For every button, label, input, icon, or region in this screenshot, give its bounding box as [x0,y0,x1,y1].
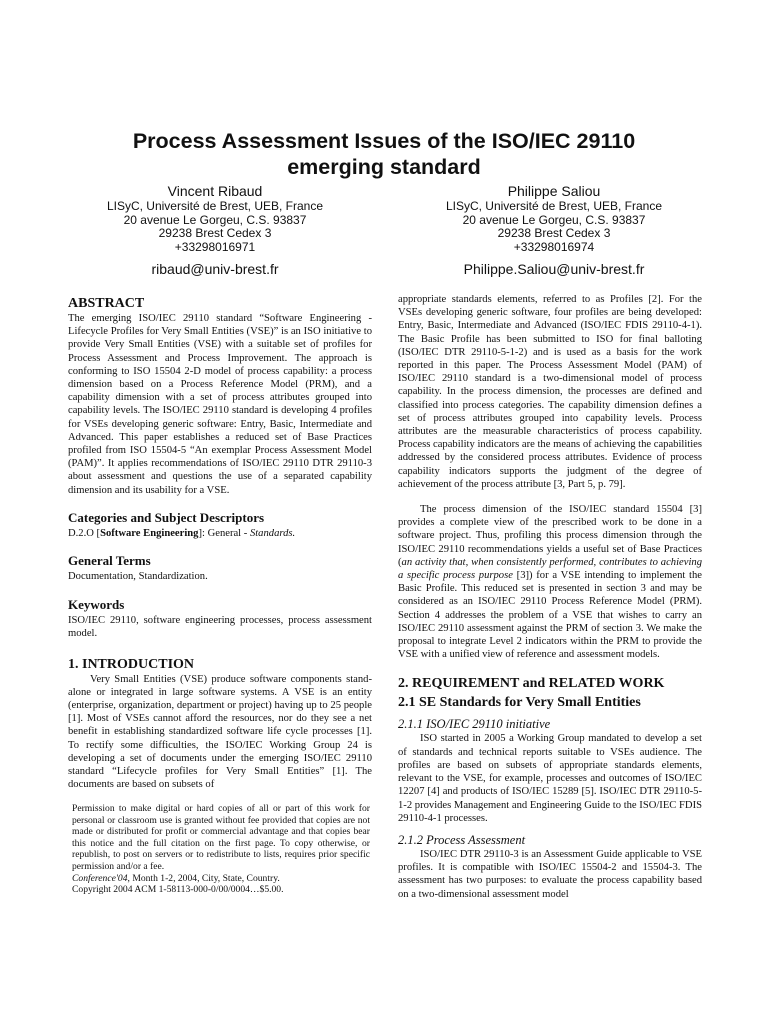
author-phone: +33298016971 [174,239,256,254]
section-2-1-1-heading: 2.1.1 ISO/IEC 29110 initiative [398,717,551,732]
paragraph-iso-initiative: ISO started in 2005 a Working Group mandated to develop a set of standards and technical reports suitable to VSEs audience. The profiles are based on subsets of appropriate standards elements, relevant to the VSE, for example, processes and outcomes of ISO/IEC 12207 [4] and products of ISO/IEC 15289 [5]. ISO/IEC DTR 29110-5-1-2 provides Management and Engineering Guide to the ISO/IEC FDIS 29110-4-1 processes. [398,733,702,824]
author-phone: +33298016974 [513,239,595,254]
abstract-text: The emerging ISO/IEC 29110 standard “Software Engineering - Lifecycle Profiles for Very Small Entities (VSE)” is an ISO initiative to provide Very Small Entities (VSE) with a suitable set of profiles for Process Assessment and Process Improvement. The approach is conforming to ISO 15504 2-D model of process capability: a process dimension based on a Process Reference Model (PRM), and a capability dimension with a set of process attributes grouped into capability levels. The ISO/IEC 29110 standard is developing 4 profiles for VSEs developing generic software: Entry, Basic, Intermediate and Advanced. This paper establishes a reduced set of Base Practices profiled from ISO 15504-5 “An exemplar Process Assessment Model (PAM)”. It applies recommendations of ISO/IEC 29110 DTR 29110-3 about assessment and questions the use of a separated capability dimension and its usability for a VSE. [68,313,372,496]
author-city: 29238 Brest Cedex 3 [497,226,611,240]
section-2-1-heading: 2.1 SE Standards for Very Small Entities [398,695,641,711]
permission-text: Permission to make digital or hard copies of all or part of this work for personal or classroom use is granted without fee provided that copies are not made or distributed for profit or commercial advantage and that copies bear this notice and the full citation on the first page. To copy otherwise, or republish, to post on servers or to redistribute to lists, requires prior specific permission and/or a fee. [72,803,370,872]
copyright-line: Copyright 2004 ACM 1-58113-000-0/00/0004…$5.00. [72,884,284,896]
right-column [398,293,702,901]
introduction-text: Very Small Entities (VSE) produce software components stand-alone or integrated in large software systems. A VSE is an entity (enterprise, organization, department or project) having up to 25 people [1]. Most of VSEs cannot afford the resources, nor do they see a net benefit in establishing standardized software life cycle processes [1]. To rectify some difficulties, the ISO/IEC Working Group 24 is developing a set of documents under the emerging ISO/IEC 29110 standard “Lifecycle profiles for Very Small Entities” [1]. The documents are based on subsets of [68,673,372,791]
categories-bold: Software Engineering [100,527,199,539]
categories-italic: Standards. [249,527,296,539]
categories-text [68,527,372,540]
author-address: 20 avenue Le Gorgeu, C.S. 93837 [123,212,307,227]
author-name: Vincent Ribaud [167,183,263,199]
author-affiliation: LISyC, Université de Brest, UEB, France [106,199,324,213]
conference-name: Conference'04 [72,872,128,884]
author-block-2 [404,182,704,278]
author-email: ribaud@univ-brest.fr [151,261,279,277]
paper-title [60,128,708,180]
keywords-text: ISO/IEC 29110, software engineering processes, process assessment model. [68,615,372,640]
paragraph-italic-segment: an activity that, when consistently performed, contributes to achieving a specific process purpose [398,556,702,582]
left-column [68,296,372,791]
author-city: 29238 Brest Cedex 3 [158,226,272,240]
section-2-heading: 2. REQUIREMENT and RELATED WORK [398,676,665,692]
paragraph-profiles: appropriate standards elements, referred to as Profiles [2]. For the VSEs developing generic software, four profiles are being developed: Entry, Basic, Intermediate and Advanced (ISO/IEC FDIS 29110-4-1). The Basic Profile has been submitted to ISO for final balloting (ISO/IEC DTR 29110-5-1-2) and is used as a basis for the work reported in this paper. The Process Assessment Model (PAM) of ISO/IEC 29110 standard is a two-dimensional model of process capability. In the process dimension, the processes are defined and classified into process categories. The capability dimension defines a set of process attributes grouped into capability levels. Process attributes are the measurable characteristics of process capability. Process capability indicators are the means of achieving the capabilities addressed by the considered process attributes. Evidence of process capability indicators supports the judgment of the degree of achievement of the process attribute [3, Part 5, p. 79]. [398,294,702,490]
section-2-1-2-heading: 2.1.2 Process Assessment [398,832,526,847]
categories-heading: Categories and Subject Descriptors [68,509,265,525]
paragraph-process-assessment: ISO/IEC DTR 29110-3 is an Assessment Guide applicable to VSE profiles. It is compatible with ISO/IEC 15504-2 and 15504-3. The assessment has two purposes: to evaluate the process capability based on a two-dimensional assessment model [398,848,702,900]
title-line-1: Process Assessment Issues of the ISO/IEC 29110 [132,129,636,153]
author-address: 20 avenue Le Gorgeu, C.S. 93837 [462,212,646,227]
author-affiliation: LISyC, Université de Brest, UEB, France [445,199,663,213]
permission-notice [72,803,370,896]
author-block-1 [65,182,365,278]
paragraph-segment: [3]) for a VSE intending to implement the Basic Profile. This reduced set is presented in section 3 and may be considered as an ISO/IEC 29110 Process Reference Model (PRM). Section 4 addresses the problem of a VSE that wishes to carry an ISO/IEC 29110 assessment against the PRM of section 3. We make the proposal to integrate Level 2 indicators within the PRM to provide the VSE with a unified view of reference and assessment models. [398,570,702,661]
conference-details: , Month 1-2, 2004, City, State, Country. [127,872,280,884]
general-terms-text: Documentation, Standardization. [68,571,208,583]
paragraph-segment: The process dimension of the ISO/IEC standard 15504 [3] provides a complete view of the prescribed work to be done in a software project. Thus, profiling this process dimension through the ISO/IEC 29110 recommendations yields a useful set of Base Practices ( [398,504,702,568]
keywords-heading: Keywords [68,597,125,613]
categories-code: D.2.O [ [68,527,101,539]
author-name: Philippe Saliou [507,183,601,199]
title-line-2: emerging standard [287,155,481,179]
general-terms-heading: General Terms [68,553,151,569]
introduction-heading: 1. INTRODUCTION [68,656,195,672]
author-email: Philippe.Saliou@univ-brest.fr [463,261,645,277]
paragraph-process-dimension [398,503,702,661]
conference-line [72,873,370,885]
categories-mid: ]: General - [198,527,250,539]
abstract-heading: ABSTRACT [68,296,145,311]
